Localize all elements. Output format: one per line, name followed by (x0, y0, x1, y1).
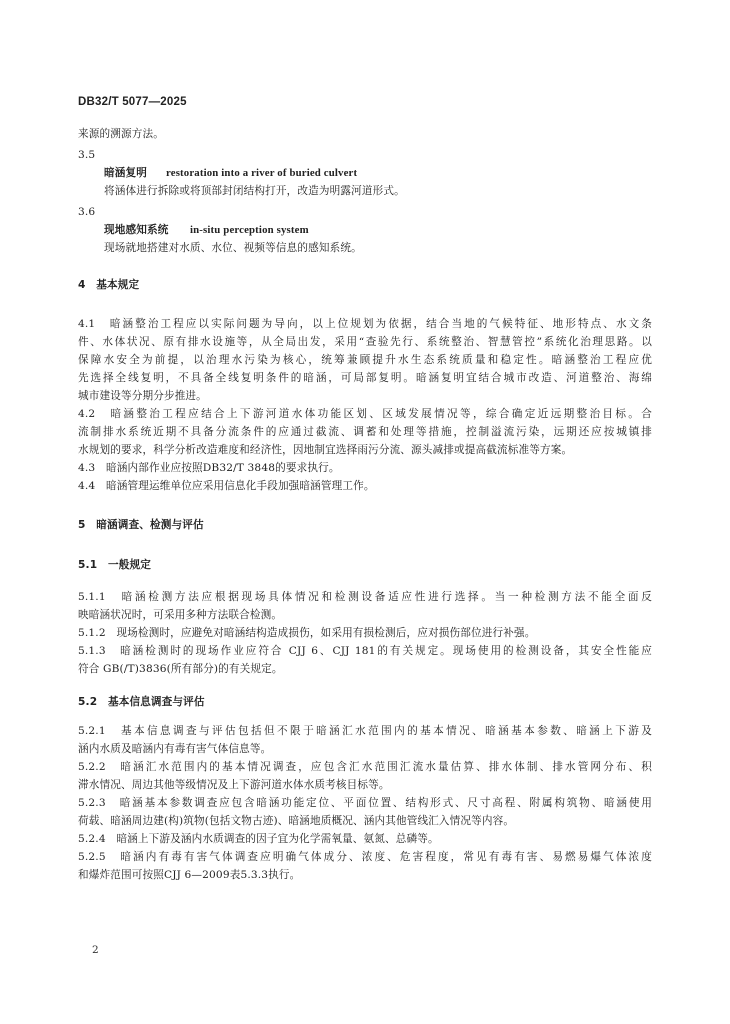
clause-text: 5.2.4 暗涵上下游及涵内水质调查的因子宜为化学需氧量、氨氮、总磷等。 (78, 833, 439, 845)
clause-text: 流制排水系统近期不具备分流条件的应通过截流、调蓄和处理等措施，控制溢流污染，远期还应按城镇排 (78, 426, 652, 438)
clause-text: 4.3 暗涵内部作业应按照DB32/T 3848的要求执行。 (78, 462, 340, 474)
clause-text: 4.4 暗涵管理运维单位应采用信息化手段加强暗涵管理工作。 (78, 480, 375, 492)
document-id-header: DB32/T 5077—2025 (78, 96, 187, 108)
section-heading: 5.1 一般规定 (78, 559, 151, 571)
term-definition: 将涵体进行拆除或将顶部封闭结构打开，改造为明露河道形式。 (104, 185, 405, 197)
term-definition: 现场就地搭建对水质、水位、视频等信息的感知系统。 (104, 242, 362, 254)
clause-text: 件、水体状况、原有排水设施等，从全局出发，采用“查验先行、系统整治、智慧管控”系统化治理思路。以 (78, 336, 652, 348)
clause-text: 5.2.1 基本信息调查与评估包括但不限于暗涵汇水范围内的基本情况、暗涵基本参数、暗涵上下游及 (78, 725, 652, 737)
clause-text: 保障水安全为前提，以治理水污染为核心，统筹兼顾提升水生态系统质量和稳定性。暗涵整治工程应优 (78, 354, 652, 366)
clause-text: 映暗涵状况时，可采用多种方法联合检测。 (78, 609, 283, 621)
clause-text: 符合 GB(/T)3836(所有部分)的有关规定。 (78, 663, 283, 675)
clause-text: 和爆炸范围可按照CJJ 6—2009表5.3.3执行。 (78, 869, 301, 881)
term-chinese: 现地感知系统 (104, 224, 169, 236)
clause-text: 4.1 暗涵整治工程应以实际问题为导向，以上位规划为依据，结合当地的气候特征、地形特点、水文条 (78, 318, 652, 330)
clause-text: 滞水情况、周边其他等级情况及上下游河道水体水质考核目标等。 (78, 779, 390, 791)
term-chinese: 暗涵复明 (104, 167, 147, 179)
term-english: in-situ perception system (190, 224, 309, 236)
clause-text: 涵内水质及暗涵内有毒有害气体信息等。 (78, 743, 272, 755)
clause-text: 5.1.1 暗涵检测方法应根据现场具体情况和检测设备适应性进行选择。当一种检测方法不能全面反 (78, 591, 652, 603)
section-number: 3.6 (78, 206, 96, 218)
clause-text: 先选择全线复明，不具备全线复明条件的暗涵，可局部复明。暗涵复明宜结合城市改造、河道整治、海绵 (78, 372, 652, 384)
clause-text: 5.2.3 暗涵基本参数调查应包含暗涵功能定位、平面位置、结构形式、尺寸高程、附属构筑物、暗涵使用 (78, 797, 652, 809)
clause-text: 荷载、暗涵周边建(构)筑物(包括文物古迹)、暗涵地质概况、涵内其他管线汇入情况等内容。 (78, 815, 515, 827)
chapter-heading: 5 暗涵调查、检测与评估 (78, 519, 204, 531)
text-line: 来源的溯源方法。 (78, 128, 164, 140)
clause-text: 5.1.2 现场检测时，应避免对暗涵结构造成损伤，如采用有损检测后，应对损伤部位进行补强。 (78, 627, 536, 639)
clause-text: 5.2.5 暗涵内有毒有害气体调查应明确气体成分、浓度、危害程度，常见有毒有害、易燃易爆气体浓度 (78, 851, 652, 863)
page-number: 2 (92, 944, 99, 956)
section-number: 3.5 (78, 149, 96, 161)
clause-text: 5.2.2 暗涵汇水范围内的基本情况调查，应包含汇水范围汇流水量估算、排水体制、排水管网分布、积 (78, 761, 652, 773)
clause-text: 城市建设等分期分步推进。 (78, 390, 207, 402)
clause-text: 5.1.3 暗涵检测时的现场作业应符合 CJJ 6、CJJ 181的有关规定。现场使用的检测设备，其安全性能应 (78, 645, 652, 657)
clause-text: 水规划的要求，科学分析改造难度和经济性，因地制宜选择雨污分流、源头减排或提高截流标准等方案。 (78, 444, 573, 456)
section-heading: 5.2 基本信息调查与评估 (78, 696, 205, 708)
chapter-heading: 4 基本规定 (78, 279, 140, 291)
clause-text: 4.2 暗涵整治工程应结合上下游河道水体功能区划、区域发展情况等，综合确定近远期整治目标。合 (78, 408, 652, 420)
term-english: restoration into a river of buried culvert (166, 167, 358, 179)
